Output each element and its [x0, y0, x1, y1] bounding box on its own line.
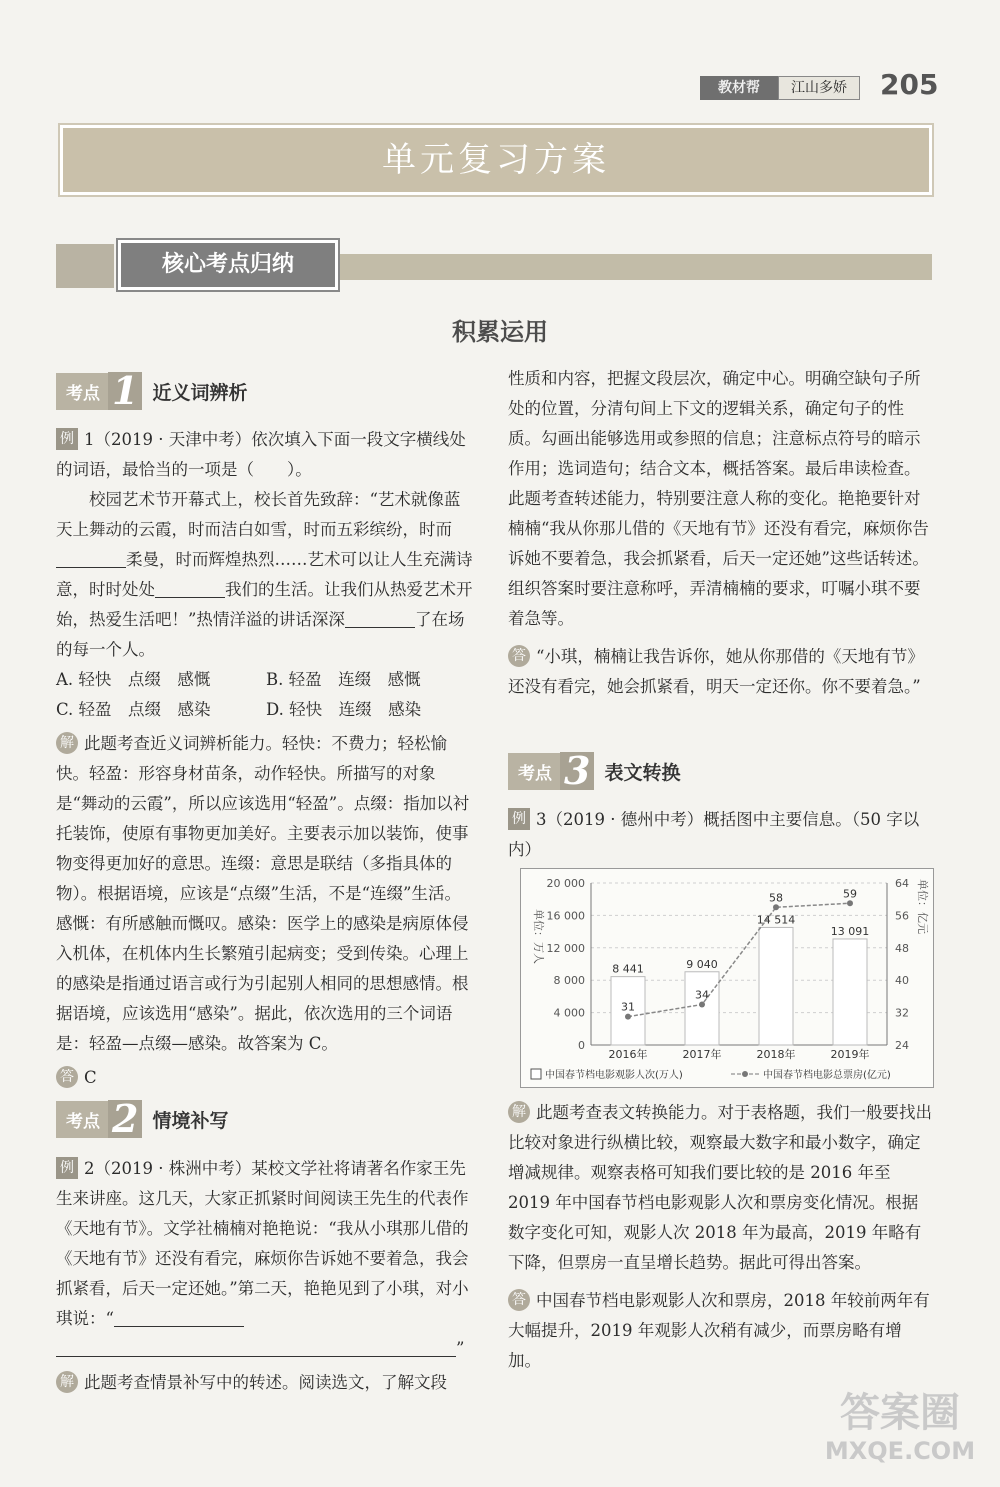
bar-label: 14 514 [756, 913, 796, 927]
kaodian-label: 考点 [56, 373, 110, 410]
options [56, 665, 476, 725]
legend-label-bar: 中国春节档电影观影人次(万人) [545, 1070, 683, 1081]
subheading: 积累运用 [452, 318, 548, 346]
y-tick-left: 12 000 [546, 941, 585, 955]
passage-part-4: 了在场的每一个人。 [56, 610, 465, 659]
legend-label-line: 中国春节档电影总票房(亿元) [763, 1070, 891, 1081]
y-tick-right: 56 [895, 909, 909, 923]
line-point [773, 904, 779, 910]
y-tick-right: 48 [895, 941, 909, 955]
line-point [847, 900, 853, 906]
y-tick-right: 40 [895, 974, 909, 988]
kaodian-3-tag [508, 748, 681, 793]
example-1-question: 1（2019 · 天津中考）依次填入下面一段文字横线处的词语，最恰当的一项是（ ）。 [56, 430, 466, 479]
bar-label: 9 040 [686, 957, 718, 971]
answer-badge: 答 [56, 1066, 78, 1088]
kaodian-title: 近义词辨析 [152, 381, 248, 404]
question-end: ” [456, 1339, 465, 1358]
example-badge: 例 [56, 428, 78, 450]
explain-badge: 解 [56, 1371, 78, 1393]
bar [833, 939, 867, 1045]
passage-part-3: 我们的生活。让我们从热爱艺术开始，热爱生活吧！”热情洋溢的讲话深深 [56, 580, 473, 629]
example-3-explain: 此题考查表文转换能力。对于表格题，我们一般要找出比较对象进行纵横比较，观察最大数字和最小数字，确定增减规律。观察表格可知我们要比较的是 2016 年至 2019 年中国春节档电影观影人次和票房变化情况。根据数字变化可知，观影人次 2018 年为最高，2019 年略有下降，但票房一直呈增长趋势。据此可得出答案。 [508, 1103, 932, 1272]
bar [759, 927, 793, 1045]
point-label: 34 [695, 988, 709, 1002]
header-tag-textbook: 教材帮 [700, 76, 778, 100]
passage-part-1: 校园艺术节开幕式上，校长首先致辞：“艺术就像蓝天上舞动的云霞，时而洁白如雪，时而五彩缤纷，时而 [56, 490, 461, 539]
combo-chart [521, 869, 933, 1087]
y-tick-right: 64 [895, 877, 909, 890]
kaodian-2-tag [56, 1096, 229, 1141]
section-bar-line [340, 254, 932, 280]
watermark-logo: 答案圈 [840, 1390, 960, 1436]
example-badge: 例 [56, 1157, 78, 1179]
kaodian-1-tag [56, 368, 248, 413]
bar [685, 972, 719, 1045]
example-3-answer: 中国春节档电影观影人次和票房，2018 年较前两年有大幅提升，2019 年观影人次稍有减少，而票房略有增加。 [508, 1291, 930, 1370]
kaodian-number: 1 [108, 372, 142, 410]
fill-blank-1 [56, 549, 126, 568]
y-tick-left: 8 000 [553, 974, 585, 988]
kaodian-title: 表文转换 [604, 761, 681, 784]
watermark [820, 1390, 980, 1466]
point-label: 31 [621, 1000, 635, 1014]
x-tick-label: 2018年 [756, 1048, 796, 1061]
option-a: A. 轻快 点缀 感慨 [56, 670, 211, 689]
point-label: 58 [769, 891, 783, 905]
fill-blank-3 [345, 609, 415, 628]
section-label: 核心考点归纳 [118, 240, 338, 290]
option-c: C. 轻盈 点缀 感染 [56, 700, 211, 719]
y-tick-right: 24 [895, 1039, 909, 1052]
x-tick-label: 2017年 [682, 1048, 722, 1061]
bar-label: 8 441 [612, 962, 644, 976]
y-axis-label-right: 单位：亿元 [916, 879, 929, 934]
example-2-continued [508, 364, 932, 702]
option-d: D. 轻快 连缀 感染 [266, 700, 422, 719]
fill-blank-2 [155, 579, 225, 598]
kaodian-number: 2 [108, 1100, 142, 1138]
section-bar-left [56, 244, 114, 288]
header-tag-unit: 江山多娇 [778, 76, 860, 100]
example-3-explain-block [508, 1098, 932, 1376]
kaodian-title: 情境补写 [152, 1109, 229, 1132]
example-2 [56, 1154, 476, 1398]
y-tick-right: 32 [895, 1006, 909, 1020]
x-tick-label: 2016年 [608, 1048, 648, 1061]
legend-swatch-point [742, 1071, 748, 1077]
point-label: 59 [843, 887, 857, 901]
series-line [628, 903, 850, 1016]
chart-container [520, 868, 934, 1088]
passage-part-2: 柔曼，时而辉煌热烈……艺术可以让人生充满诗意，时时处处 [56, 550, 473, 599]
kaodian-label: 考点 [508, 753, 562, 790]
answer-blank [114, 1308, 244, 1327]
example-1-explain: 此题考查近义词辨析能力。轻快：不费力；轻松愉快。轻盈：形容身材苗条，动作轻快。所描写的对象是“舞动的云霞”，所以应该选用“轻盈”。点缀：指加以衬托装饰，使原有事物更加美好。主要表示加以装饰，使事物变得更加好的意思。连缀：意思是联结（多指具体的物）。根据语境，应该是“点缀”生活，不是“连缀”生活。感慨：有所感触而慨叹。感染：医学上的感染是病原体侵入机体，在机体内生长繁殖引起病变；受到传染。心理上的感染是指通过语言或行为引起别人相同的思想感情。根据语境，应该选用“感染”。据此，依次选用的三个词语是：轻盈—点缀—感染。故答案为 C。 [56, 734, 470, 1053]
example-1 [56, 425, 476, 1093]
option-b: B. 轻盈 连缀 感慨 [266, 670, 421, 689]
explain-badge: 解 [508, 1101, 530, 1123]
example-3 [508, 805, 932, 865]
example-2-question: 2（2019 · 株洲中考）某校文学社将请著名作家王先生来讲座。这几天，大家正抓紧时间阅读王先生的代表作《天地有节》。文学社楠楠对艳艳说：“我从小琪那儿借的《天地有节》还没有看完，麻烦你告诉她不要着急，我会抓紧看，后天一定还她。”第二天，艳艳见到了小琪，对小琪说：“ [56, 1159, 469, 1328]
y-tick-left: 16 000 [546, 909, 585, 923]
y-tick-left: 20 000 [546, 877, 585, 890]
answer-badge: 答 [508, 645, 530, 667]
explain-badge: 解 [56, 732, 78, 754]
example-badge: 例 [508, 808, 530, 830]
page-number: 205 [880, 68, 939, 101]
example-2-explain-cont: 性质和内容，把握文段层次，确定中心。明确空缺句子所处的位置，分清句间上下文的逻辑关系，确定句子的性质。勾画出能够选用或参照的信息；注意标点符号的暗示作用；选词造句；结合文本，概括答案。最后串读检查。此题考查转述能力，特别要注意人称的变化。艳艳要针对楠楠“我从你那儿借的《天地有节》还没有看完，麻烦你告诉她不要着急，我会抓紧看，后天一定还她”这些话转述。组织答案时要注意称呼，弄清楠楠的要求，叮嘱小琪不要着急等。 [508, 369, 929, 628]
y-tick-left: 4 000 [553, 1006, 585, 1020]
y-tick-left: 0 [578, 1039, 585, 1052]
answer-badge: 答 [508, 1289, 530, 1311]
kaodian-label: 考点 [56, 1101, 110, 1138]
legend-swatch-bar [531, 1069, 541, 1079]
example-2-answer: “小琪，楠楠让我告诉你，她从你那借的《天地有节》还没有看完，她会抓紧看，明天一定还你。你不要着急。” [508, 647, 924, 696]
kaodian-number: 3 [560, 752, 594, 790]
bar-label: 13 091 [830, 924, 870, 938]
x-tick-label: 2019年 [830, 1048, 870, 1061]
example-3-question: 3（2019 · 德州中考）概括图中主要信息。（50 字以内） [508, 810, 920, 859]
answer-blank-line [56, 1338, 456, 1357]
line-point [625, 1014, 631, 1020]
line-point [699, 1002, 705, 1008]
page-title-banner: 单元复习方案 [60, 125, 932, 195]
watermark-url: MXQE.COM [824, 1437, 976, 1465]
example-2-explain-start: 此题考查情景补写中的转述。阅读选文，了解文段 [84, 1373, 447, 1392]
y-axis-label-left: 单位：万人 [532, 909, 545, 964]
example-1-answer: C [84, 1068, 97, 1087]
